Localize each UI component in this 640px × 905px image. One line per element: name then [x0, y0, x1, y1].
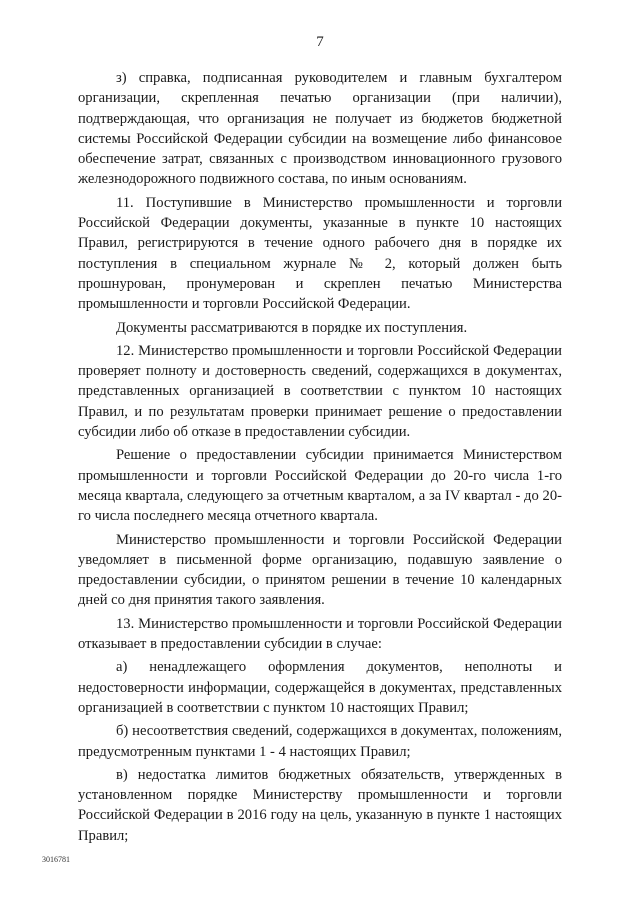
- paragraph-13a: а) ненадлежащего оформления документов, неполноты и недостоверности информации, содержащейся в документах, представленных организацией в соответствии с пунктом 10 настоящих Правил;: [78, 659, 562, 716]
- paragraph-13-refusal: 13. Министерство промышленности и торговли Российской Федерации отказывает в предоставлении субсидии в случае:: [78, 615, 562, 653]
- paragraph-11-registration: 11. Поступившие в Министерство промышленности и торговли Российской Федерации документы, указанные в пункте 10 настоящих Правил, регистрируются в течение одного рабочего дня в порядке их поступления в специальном журнале № 2, который должен быть прошнурован, пронумерован и скреплен печатью Министерства промышленности и торговли Российской Федерации.: [78, 194, 562, 313]
- paragraph-12-verification: 12. Министерство промышленности и торговли Российской Федерации проверяет полноту и достоверность сведений, содержащихся в документах, представленных организацией в соответствии с пунктом 10 настоящих Правил, и по результатам проверки принимает решение о предоставлении субсидии либо об отказе в предоставлении субсидии.: [78, 342, 562, 441]
- paragraph-13v: в) недостатка лимитов бюджетных обязательств, утвержденных в установленном порядке Министерству промышленности и торговли Российской Федерации в 2016 году на цель, указанную в пункте 1 настоящих Правил;: [78, 766, 562, 844]
- paragraph-notification: Министерство промышленности и торговли Российской Федерации уведомляет в письменной форме организацию, подавшую заявление о предоставлении субсидии, о принятом решении в течение 10 календарных дней со дня принятия такого заявления.: [78, 531, 562, 609]
- paragraph-decision-deadline: Решение о предоставлении субсидии принимается Министерством промышленности и торговли Российской Федерации до 20-го числа 1-го месяца квартала, следующего за отчетным кварталом, а за IV квартал - до 20-го числа последнего месяца отчетного квартала.: [78, 447, 562, 525]
- page-number: 7: [316, 34, 324, 50]
- document-code: 3016781: [42, 855, 70, 864]
- document-body: [78, 68, 562, 849]
- paragraph-review-order: Документы рассматриваются в порядке их поступления.: [116, 319, 468, 336]
- paragraph-z-certificate: з) справка, подписанная руководителем и главным бухгалтером организации, скрепленная печатью организации (при наличии), подтверждающая, что организация не получает из бюджетов бюджетной системы Российской Федерации субсидии на возмещение либо финансовое обеспечение затрат, связанных с производством инновационного грузового железнодорожного подвижного состава, по иным основаниям.: [78, 70, 562, 188]
- paragraph-13b: б) несоответствия сведений, содержащихся в документах, положениям, предусмотренным пунктами 1 - 4 настоящих Правил;: [78, 723, 562, 760]
